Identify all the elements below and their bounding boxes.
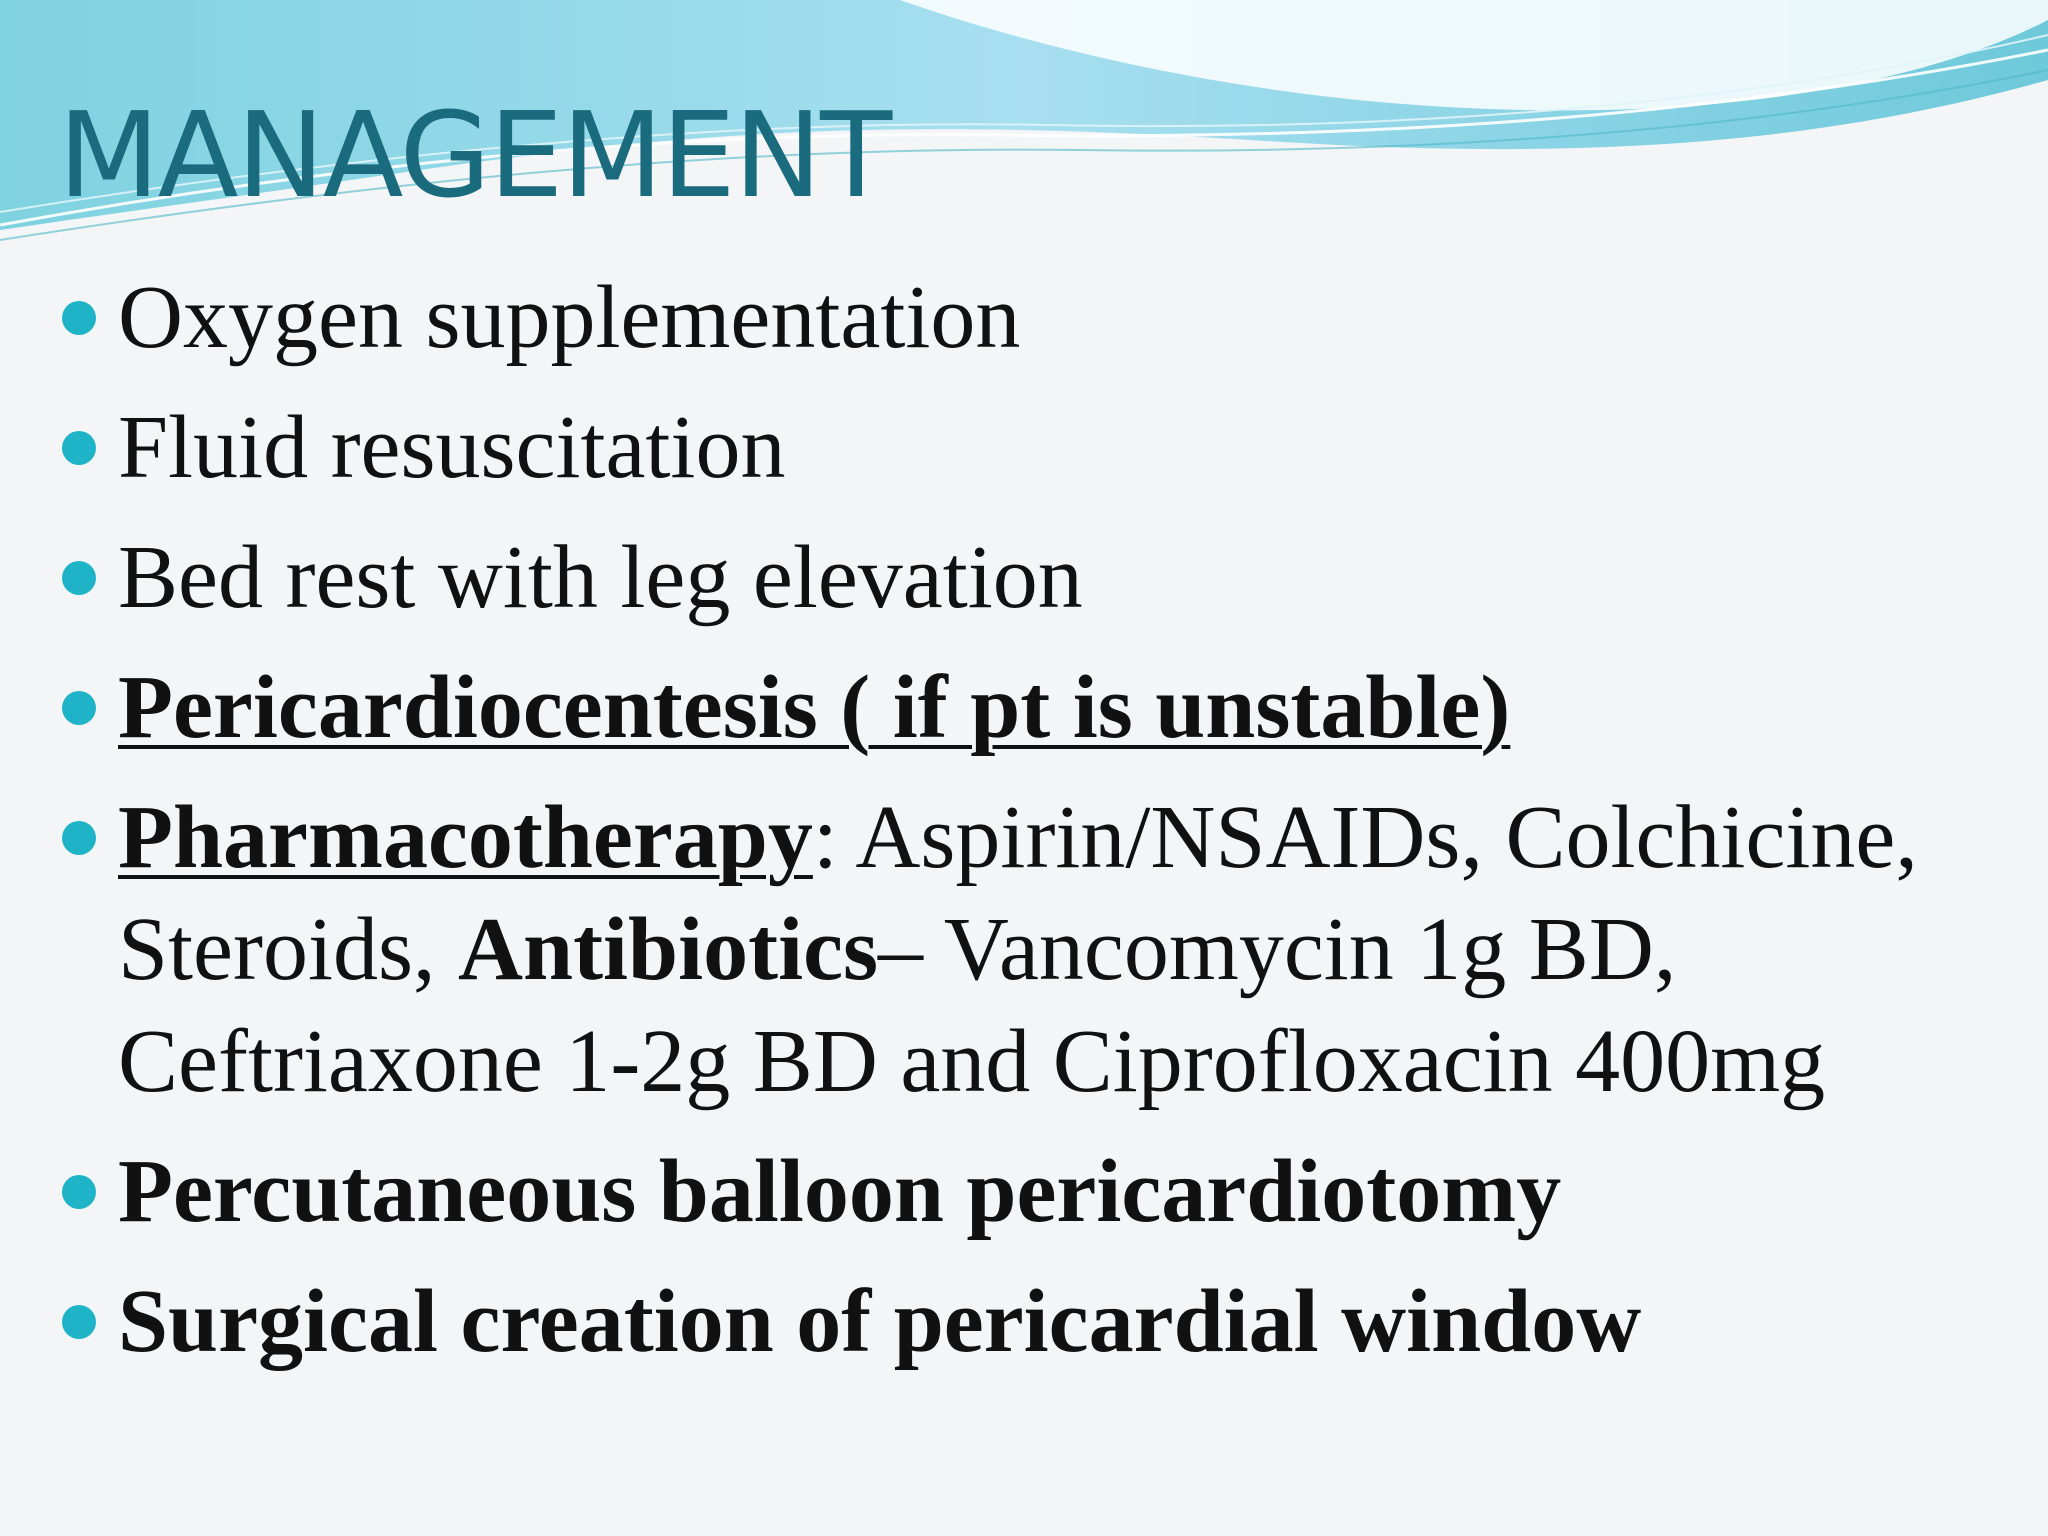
bullet-balloon [62, 1136, 2012, 1248]
bullet-text: Bed rest with leg elevation [118, 528, 1083, 627]
bullet-bed-rest [62, 522, 2012, 634]
bullet-oxygen [62, 262, 2012, 374]
bullet-pharmacotherapy [62, 782, 2012, 1118]
bullet-lead: Pharmacotherapy [118, 788, 813, 887]
bullet-list [62, 262, 2012, 1396]
bullet-text: Percutaneous balloon pericardiotomy [118, 1142, 1562, 1241]
bullet-text: Fluid resuscitation [118, 398, 786, 497]
bullet-dot-icon [62, 1175, 96, 1209]
slide-title: MANAGEMENT [58, 86, 891, 224]
bullet-text: Pericardiocentesis ( if pt is unstable) [118, 658, 1511, 757]
bullet-bold-antibiotics: Antibiotics [458, 900, 879, 999]
bullet-pericardiocentesis [62, 652, 2012, 764]
bullet-fluid [62, 392, 2012, 504]
bullet-dot-icon [62, 301, 96, 335]
bullet-dot-icon [62, 561, 96, 595]
bullet-text-part2: – Vancomycin 1g BD, Ceftriaxone 1-2g BD and Ciprofloxacin 400mg [118, 900, 1826, 1111]
bullet-text: Surgical creation of pericardial window [118, 1272, 1642, 1371]
bullet-dot-icon [62, 431, 96, 465]
bullet-window [62, 1266, 2012, 1378]
bullet-dot-icon [62, 691, 96, 725]
bullet-text-part1: : Aspirin/NSAIDs, Colchicine, Steroids, [118, 788, 1918, 999]
bullet-text: Oxygen supplementation [118, 268, 1021, 367]
bullet-dot-icon [62, 1305, 96, 1339]
bullet-dot-icon [62, 821, 96, 855]
